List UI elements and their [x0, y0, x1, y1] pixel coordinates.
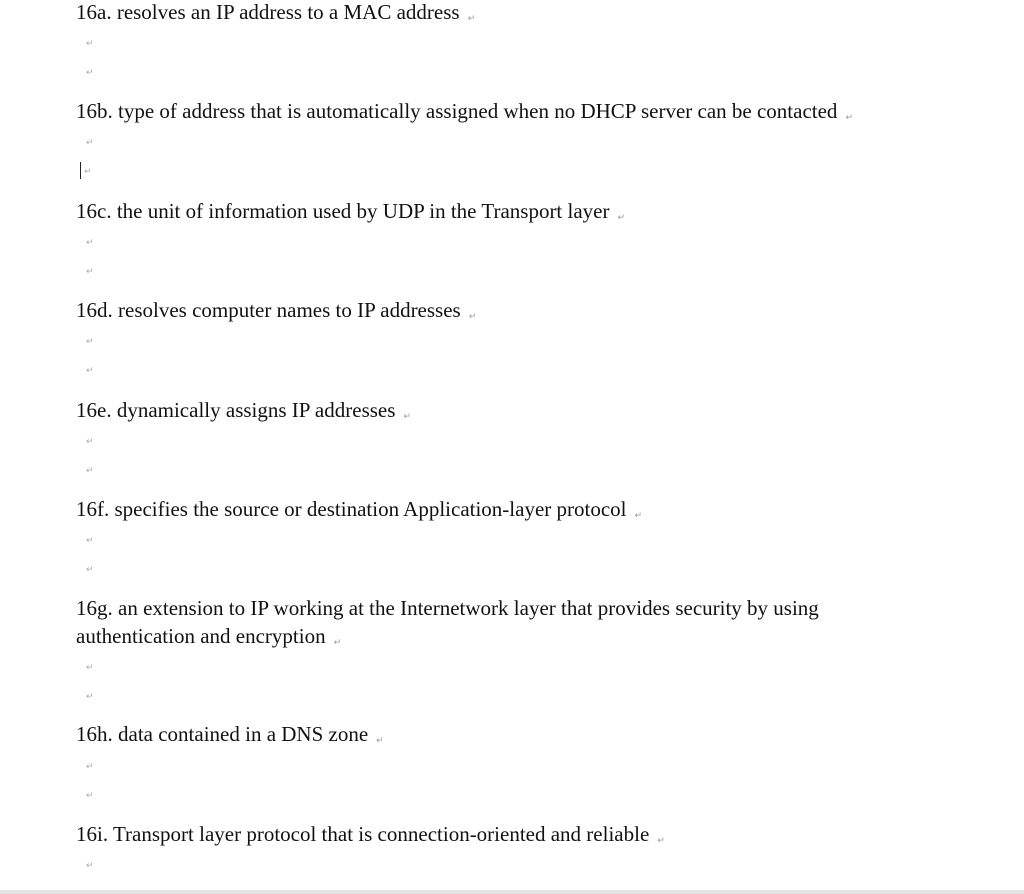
paragraph-mark-icon: ↵ — [333, 638, 342, 648]
answer-line-mark-icon[interactable]: ↵ — [86, 565, 94, 575]
answer-line-mark-icon[interactable]: ↵ — [86, 466, 94, 476]
text-cursor — [80, 162, 81, 179]
answer-line-mark-icon[interactable]: ↵ — [86, 39, 94, 49]
answer-line-mark-icon[interactable]: ↵ — [86, 138, 94, 148]
paragraph-mark-icon: ↵ — [657, 836, 665, 846]
question-16h[interactable] — [76, 720, 956, 748]
question-text: 16e. dynamically assigns IP addresses — [76, 398, 396, 422]
question-16f[interactable] — [76, 495, 956, 523]
question-16g[interactable] — [76, 594, 936, 650]
paragraph-mark-icon: ↵ — [845, 113, 853, 123]
paragraph-mark-icon: ↵ — [634, 511, 643, 521]
paragraph-mark-icon: ↵ — [468, 312, 477, 322]
page-bottom-divider — [0, 890, 1024, 894]
answer-line-mark-icon[interactable]: ↵ — [86, 366, 94, 376]
answer-line-mark-icon[interactable]: ↵ — [86, 68, 94, 78]
question-16d[interactable] — [76, 296, 956, 324]
question-text: 16d. resolves computer names to IP addresses — [76, 298, 461, 322]
paragraph-mark-icon: ↵ — [403, 412, 411, 422]
answer-line-mark-icon[interactable]: ↵ — [86, 861, 94, 871]
answer-line-mark-icon[interactable]: ↵ — [86, 762, 94, 772]
answer-line-mark-icon[interactable]: ↵ — [86, 337, 94, 347]
question-text: 16b. type of address that is automatically assigned when no DHCP server can be contacted — [76, 99, 838, 123]
question-16a[interactable] — [76, 0, 956, 26]
question-16c[interactable] — [76, 197, 956, 225]
question-16e[interactable] — [76, 396, 956, 424]
question-text: 16f. specifies the source or destination Application-layer protocol — [76, 497, 627, 521]
paragraph-mark-icon: ↵ — [617, 213, 626, 223]
question-text: 16a. resolves an IP address to a MAC address — [76, 0, 460, 24]
question-text: 16g. an extension to IP working at the Internetwork layer that provides security by using authentication and encryption — [76, 596, 819, 648]
answer-line-mark-icon[interactable]: ↵ — [86, 663, 94, 673]
question-text: 16h. data contained in a DNS zone — [76, 722, 369, 746]
question-16i[interactable] — [76, 820, 956, 848]
question-text: 16c. the unit of information used by UDP in the Transport layer — [76, 199, 610, 223]
answer-line-mark-icon[interactable]: ↵ — [86, 791, 94, 801]
question-16b[interactable] — [76, 97, 956, 125]
answer-line-mark-icon[interactable]: ↵ — [86, 437, 94, 447]
answer-line-mark-icon[interactable]: ↵ — [84, 167, 92, 177]
answer-line-mark-icon[interactable]: ↵ — [86, 692, 94, 702]
paragraph-mark-icon: ↵ — [467, 14, 476, 24]
question-text: 16i. Transport layer protocol that is connection-oriented and reliable — [76, 822, 650, 846]
answer-line-mark-icon[interactable]: ↵ — [86, 267, 94, 277]
answer-line-mark-icon[interactable]: ↵ — [86, 536, 94, 546]
answer-line-mark-icon[interactable]: ↵ — [86, 238, 94, 248]
paragraph-mark-icon: ↵ — [376, 736, 384, 746]
